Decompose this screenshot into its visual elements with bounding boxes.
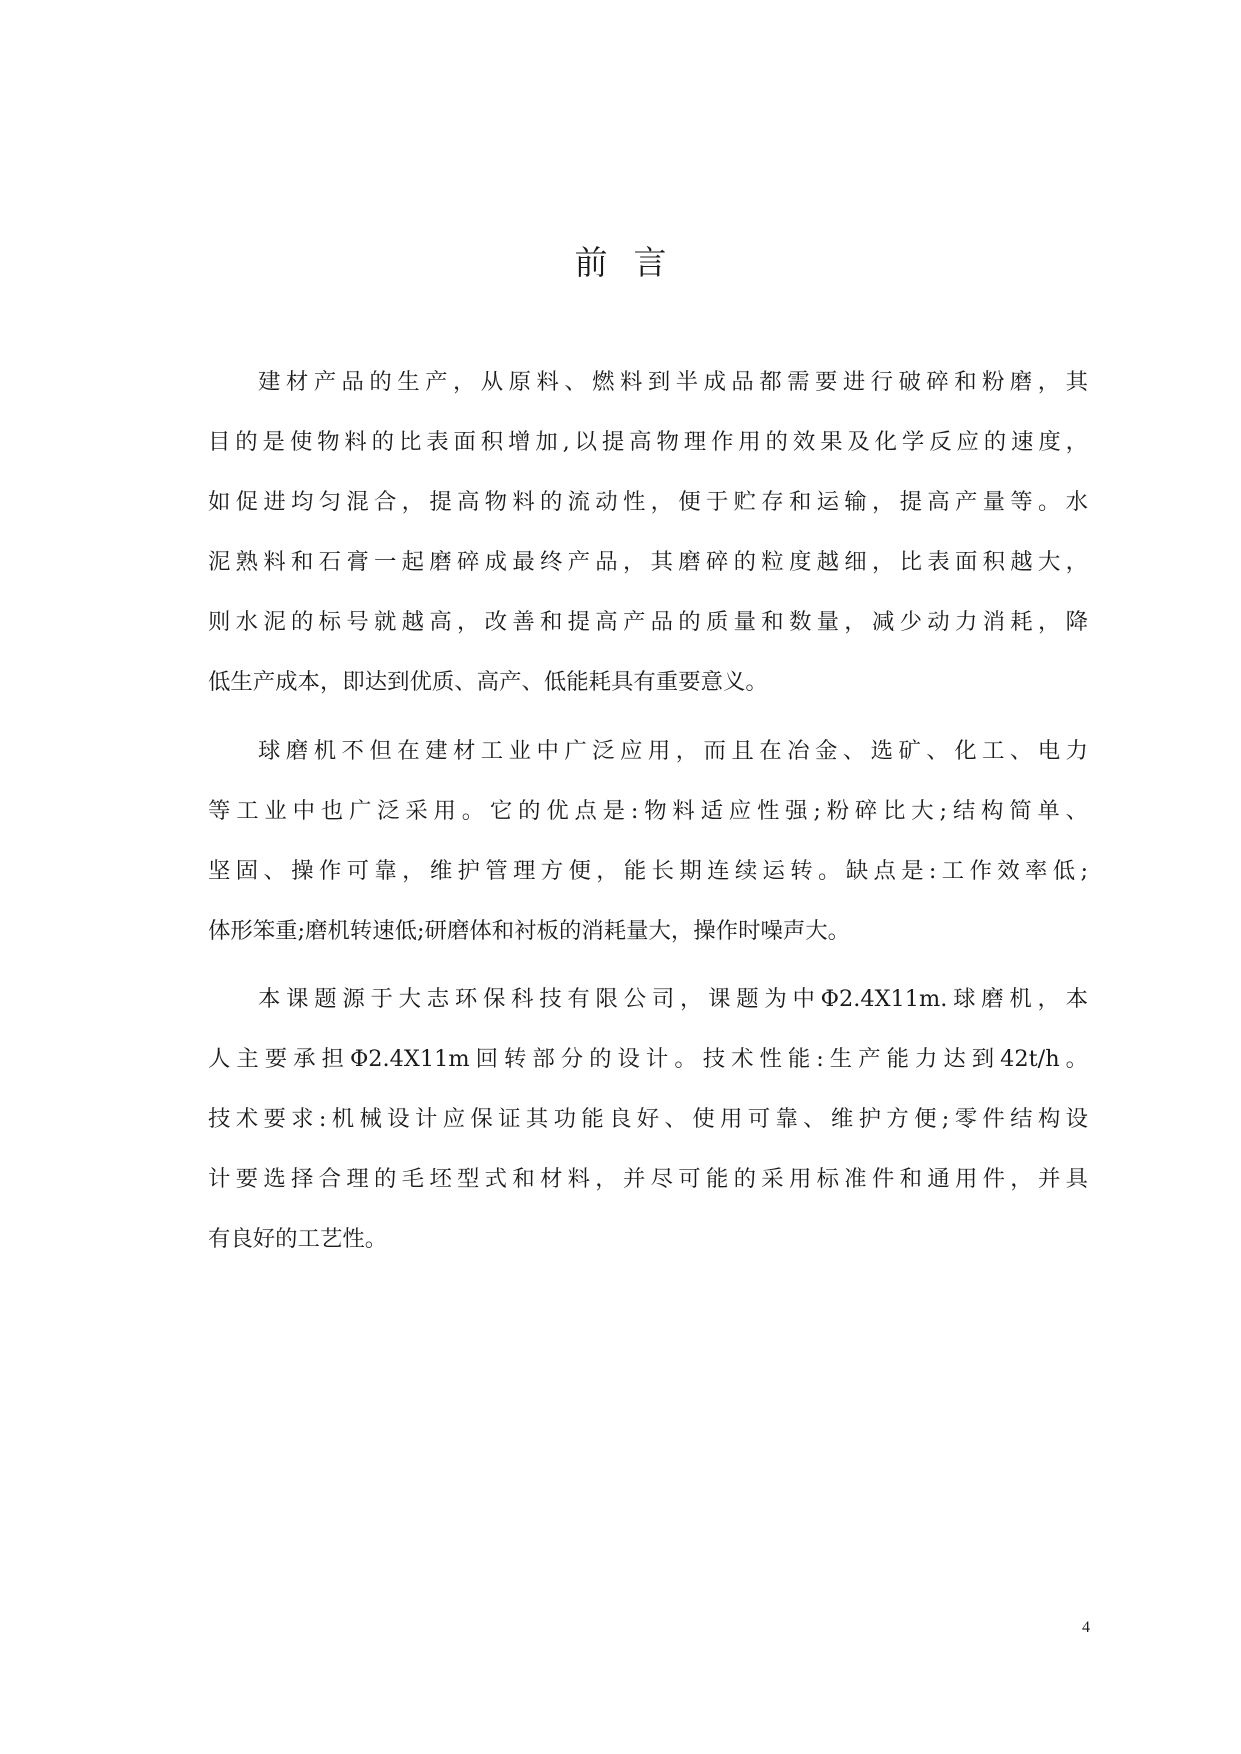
paragraph-3-line-5: 有良好的工艺性。 [208,1226,388,1252]
paragraph-1-line-4: 泥熟料和石膏一起磨碎成最终产品，其磨碎的粒度越细，比表面积越大， [208,549,1088,575]
paragraph-1-line-6: 低生产成本，即达到优质、高产、低能耗具有重要意义。 [208,669,768,695]
paragraph-2-line-3: 坚固、操作可靠，维护管理方便，能长期连续运转。缺点是:工作效率低; [208,858,1088,884]
page-title: 前言 [574,243,693,282]
paragraph-3-line-4: 计要选择合理的毛坯型式和材料，并尽可能的采用标准件和通用件，并具 [208,1166,1088,1192]
paragraph-1-line-3: 如促进均匀混合，提高物料的流动性，便于贮存和运输，提高产量等。水 [208,489,1088,515]
paragraph-3-line-1: 本课题源于大志环保科技有限公司，课题为中Φ2.4X11m.球磨机，本 [258,986,1088,1012]
paragraph-3-line-2: 人主要承担Φ2.4X11m回转部分的设计。技术性能:生产能力达到42t/h。 [208,1046,1088,1072]
paragraph-3-line-3: 技术要求:机械设计应保证其功能良好、使用可靠、维护方便;零件结构设 [208,1106,1088,1132]
paragraph-2-line-4: 体形笨重;磨机转速低;研磨体和衬板的消耗量大，操作时噪声大。 [208,918,851,944]
paragraph-2-line-1: 球磨机不但在建材工业中广泛应用，而且在冶金、选矿、化工、电力 [258,738,1088,764]
paragraph-2-line-2: 等工业中也广泛采用。它的优点是:物料适应性强;粉碎比大;结构简单、 [208,798,1088,824]
paragraph-1-line-1: 建材产品的生产，从原料、燃料到半成品都需要进行破碎和粉磨，其 [258,369,1088,395]
page-number: 4 [1082,1619,1090,1636]
paragraph-1-line-5: 则水泥的标号就越高，改善和提高产品的质量和数量，减少动力消耗，降 [208,609,1088,635]
paragraph-1-line-2: 目的是使物料的比表面积增加,以提高物理作用的效果及化学反应的速度， [208,429,1088,455]
